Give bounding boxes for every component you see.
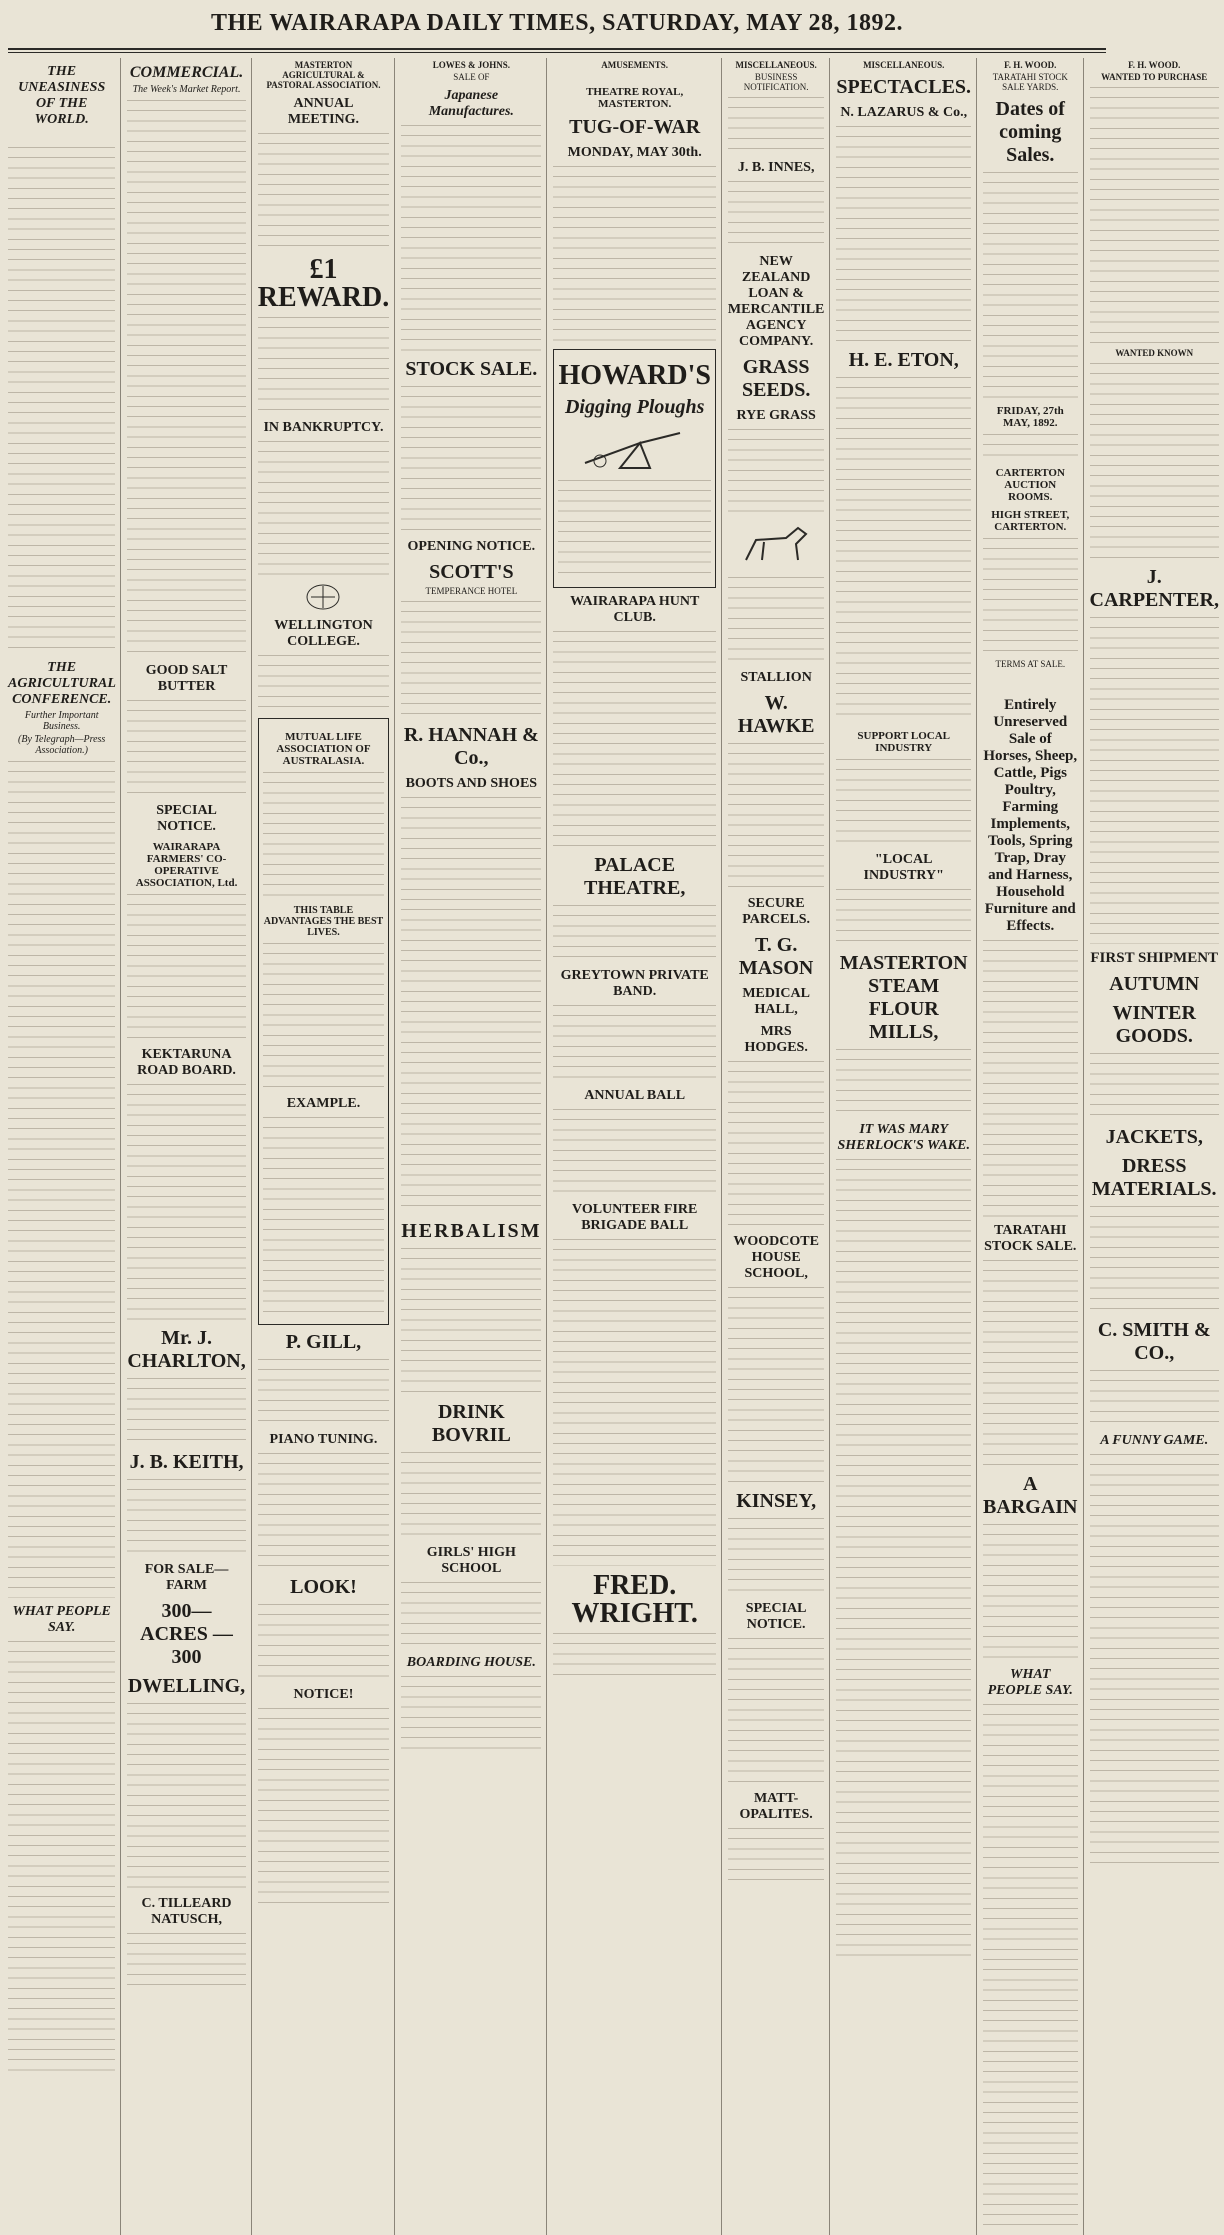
advert-body [401,1245,541,1395]
advert-body [263,769,384,899]
headline: WAIRARAPA FARMERS' CO-OPERATIVE ASSOCIATION, Ltd. [135,841,238,889]
advert-body [401,383,541,533]
advert-body [983,1257,1077,1467]
headline: PALACE THEATRE, [584,854,686,899]
advert-body [127,697,245,797]
headline: BOARDING HOUSE. [406,1655,536,1670]
masthead-rule-thin [8,52,1106,53]
article-body [836,1156,971,1956]
headline: WHAT PEOPLE SAY. [12,1604,111,1636]
headline: DRESS MATERIALS. [1091,1155,1217,1200]
headline: GREYTOWN PRIVATE BAND. [560,968,709,999]
headline: W. HAWKE [737,692,815,737]
advert-box [553,349,715,588]
headline: AUTUMN [1109,973,1200,995]
headline: Entirely Unreserved Sale of Horses, Sheep, Cattle, Pigs Poultry, Farming Implements, Tools, Spring Trap, Dray and Harness, Household Furniture and Effects. [983,697,1078,934]
article-body [8,144,115,654]
headline: TUG-OF-WAR [569,116,701,138]
headline: FOR SALE—FARM [144,1562,229,1593]
section-header: MISCELLANEOUS. [863,60,945,70]
advert-body [728,574,824,664]
headline: "LOCAL INDUSTRY" [863,852,944,883]
advert-box [258,718,389,1325]
article-body [8,758,115,1598]
advert-body [983,1521,1077,1661]
subheadline: TARATAHI STOCK SALE YARDS. [992,72,1068,92]
headline: C. TILLEARD NATUSCH, [141,1896,232,1927]
headline: GOOD SALT BUTTER [145,663,228,694]
advert-body [1090,1050,1219,1120]
headline: CARTERTON AUCTION ROOMS. [995,467,1065,503]
section-header: F. H. WOOD. [1128,60,1181,70]
headline: A FUNNY GAME. [1100,1433,1209,1448]
advert-body [983,169,1077,399]
headline: Japanese Manufactures. [428,88,514,119]
headline: SUPPORT LOCAL INDUSTRY [857,730,951,754]
headline: KINSEY, [736,1490,817,1512]
advert-body [836,756,971,846]
advert-body [258,314,389,414]
article-body [8,1638,115,2078]
advert-body [983,535,1077,655]
subheadline: Further Important Business. [24,710,99,733]
headline: Digging Ploughs [564,396,705,418]
advert-body [401,1673,541,1753]
crest-icon [303,582,343,612]
advert-body [836,123,971,343]
advert-body [553,902,715,962]
headline: T. G. MASON [738,934,814,979]
headline: HIGH STREET, CARTERTON. [991,509,1070,533]
subheadline: SALE OF [453,72,490,82]
masthead [0,0,1114,48]
section-header: AMUSEMENTS. [601,60,669,70]
column-9 [1090,58,1224,2235]
section-header: LOWES & JOHNS. [432,60,510,70]
headline: EXAMPLE. [286,1096,361,1111]
section-header: COMMERCIAL. [129,64,244,81]
advert-body [258,1705,389,1905]
headline: THE UNEASINESS OF THE WORLD. [18,64,106,127]
headline: NOTICE! [293,1687,354,1702]
columns [8,58,1219,2068]
advert-body [127,1700,245,1890]
headline: GIRLS' HIGH SCHOOL [426,1545,516,1576]
headline: KEKTARUNA ROAD BOARD. [137,1047,236,1078]
masthead-rule [8,48,1106,50]
headline: P. GILL, [285,1331,362,1353]
headline: Mr. J. CHARLTON, [127,1327,246,1372]
column-7 [836,58,977,2235]
advert-body [553,1236,715,1566]
advert-body [127,1375,245,1445]
headline: MEDICAL HALL, [742,986,810,1017]
advert-body [728,1635,824,1785]
column-1 [8,58,121,2235]
advert-body [401,1449,541,1539]
column-6 [728,58,830,2235]
column-5 [553,58,721,2235]
advert-body [836,1046,971,1116]
plough-icon [580,423,690,473]
headline: DWELLING, [127,1675,246,1697]
advert-body [263,1114,384,1314]
headline: FRIDAY, 27th MAY, 1892. [996,405,1064,429]
column-2 [127,58,251,2235]
headline: N. LAZARUS & Co., [840,105,968,120]
headline: 300— ACRES —300 [140,1600,233,1668]
section-header: F. H. WOOD. [1004,60,1057,70]
advert-body [127,1476,245,1556]
column-3 [258,58,395,2235]
advert-body [258,1601,389,1681]
headline: MUTUAL LIFE ASSOCIATION OF AUSTRALASIA. [276,731,371,767]
headline: TARATAHI STOCK SALE. [984,1223,1077,1254]
headline: VOLUNTEER FIRE BRIGADE BALL [572,1202,698,1233]
advert-body [553,628,715,848]
headline: WOODCOTE HOUSE SCHOOL, [733,1234,819,1281]
column-4 [401,58,547,2235]
headline: SCOTT'S [429,561,514,583]
headline: FIRST SHIPMENT [1090,950,1219,966]
advert-body [401,1579,541,1649]
headline: NEW ZEALAND LOAN & MERCANTILE AGENCY COMPANY. [727,254,825,349]
advert-body [983,431,1077,461]
headline: £1 REWARD. [257,254,390,313]
headline: STALLION [740,670,812,685]
advert-body [728,1825,824,1885]
headline: FRED. WRIGHT. [571,1570,698,1629]
headline: SPECIAL NOTICE. [156,803,217,834]
headline: JACKETS, [1105,1126,1203,1148]
section-header: MASTERTON AGRICULTURAL & PASTORAL ASSOCIATION. [266,60,381,90]
advert-body [728,94,824,154]
advert-body [401,598,541,718]
horse-icon [736,520,816,570]
advert-body [836,374,971,724]
headline: ANNUAL BALL [584,1088,686,1103]
section-header: MISCELLANEOUS. [735,60,817,70]
advert-body [983,937,1077,1217]
headline: WELLINGTON COLLEGE. [274,618,373,649]
headline: ANNUAL MEETING. [287,96,360,127]
advert-body [1090,614,1219,944]
advert-body [1090,1203,1219,1313]
subheadline: WANTED TO PURCHASE [1101,72,1208,82]
headline: PIANO TUNING. [269,1432,378,1447]
headline: LOOK! [290,1576,357,1598]
headline: MONDAY, MAY 30th. [567,145,702,160]
subheadline: WANTED KNOWN [1115,348,1194,358]
headline: WAIRARAPA HUNT CLUB. [570,594,700,625]
advert-body [553,1630,715,1680]
advert-body [728,740,824,890]
advert-body [836,886,971,946]
headline: J. B. INNES, [737,160,815,175]
headline: DRINK BOVRIL [431,1401,511,1446]
headline: MATT-OPALITES. [739,1791,813,1822]
headline: HERBALISM [401,1220,542,1242]
masthead-title: THE WAIRARAPA DAILY TIMES, SATURDAY, MAY 28, 1892. [210,10,904,36]
advert-body [258,1450,389,1570]
headline: SPECIAL NOTICE. [745,1601,807,1632]
article-body [983,1701,1077,2231]
advert-body [728,1058,824,1228]
classifieds-body [1090,360,1219,560]
classifieds-body [1090,84,1219,344]
headline: HOWARD'S [558,360,711,391]
advert-body [728,426,824,516]
advert-body [728,178,824,248]
advert-body [1090,1367,1219,1427]
advert-body [558,477,710,577]
column-8 [983,58,1083,2235]
headline: BOOTS AND SHOES [405,776,538,791]
headline: THE AGRICULTURAL CONFERENCE. [8,660,116,708]
advert-body [728,1284,824,1484]
headline: STOCK SALE. [405,358,538,380]
advert-body [553,163,715,343]
advert-body [127,1081,245,1321]
advert-body [401,794,541,1214]
article-body [127,97,245,657]
headline: GRASS SEEDS. [741,356,811,401]
article-body [1090,1451,1219,1871]
advert-body [127,1930,245,1990]
headline: J. CARPENTER, [1089,566,1219,611]
dateline: (By Telegraph—Press Association.) [18,734,106,757]
headline: A BARGAIN [983,1473,1078,1518]
subheadline: The Week's Market Report. [132,84,241,95]
advert-body [553,1106,715,1196]
advert-body [258,438,389,578]
headline: H. E. ETON, [848,349,959,371]
subheadline: BUSINESS NOTIFICATION. [743,72,809,92]
headline: IT WAS MARY SHERLOCK'S WAKE. [837,1122,970,1153]
headline: SECURE PARCELS. [742,896,811,927]
subheadline: TERMS AT SALE. [995,659,1066,669]
headline: SPECTACLES. [836,76,972,98]
headline: IN BANKRUPTCY. [263,420,384,435]
advert-body [728,1515,824,1595]
headline: Dates of coming Sales. [995,98,1065,166]
subheadline: TEMPERANCE HOTEL [425,586,518,596]
spacer [983,671,1077,691]
headline: WINTER GOODS. [1112,1002,1196,1047]
headline: RYE GRASS [736,408,816,423]
headline: R. HANNAH & Co., [403,724,539,769]
headline: J. B. KEITH, [129,1451,244,1473]
advert-body [258,130,389,250]
advert-body [258,652,389,712]
headline: MASTERTON STEAM FLOUR MILLS, [839,952,968,1043]
advert-body [401,122,541,352]
headline: THEATRE ROYAL, MASTERTON. [586,86,684,110]
article-text [8,130,115,140]
advert-body [258,1356,389,1426]
headline: WHAT PEOPLE SAY. [987,1667,1073,1698]
advert-body [553,1002,715,1082]
headline: THIS TABLE ADVANTAGES THE BEST LIVES. [263,905,384,938]
advert-body [127,891,245,1041]
advert-body [263,940,384,1090]
headline: MRS HODGES. [744,1024,808,1055]
headline: C. SMITH & CO., [1097,1319,1211,1364]
headline: OPENING NOTICE. [407,539,536,554]
